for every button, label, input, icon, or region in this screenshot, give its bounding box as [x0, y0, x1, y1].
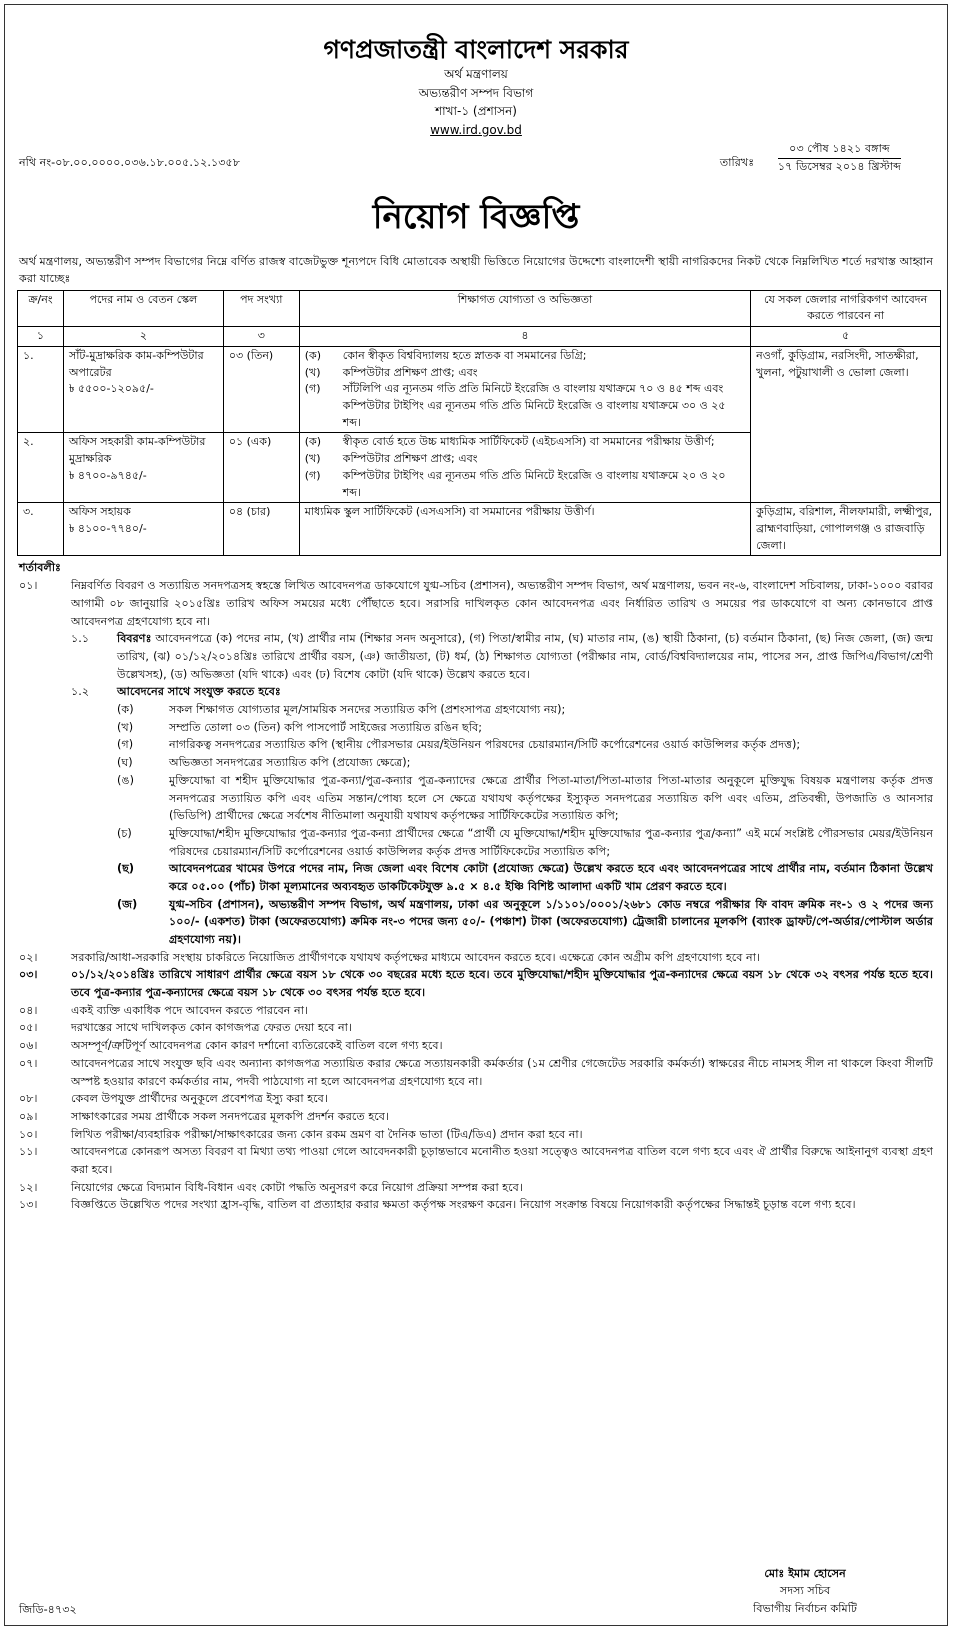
condition-number: ০২।	[19, 950, 38, 964]
row-qualification	[299, 433, 750, 503]
condition-text: ০১/১২/২০১৪খ্রিঃ তারিখে সাধারণ প্রার্থীর ক্ষেত্রে বয়স ১৮ থেকে ৩০ বছরের মধ্যে হতে হবে। তবে মুক্তিযোদ্ধা/শহীদ মুক্তিযোদ্ধার পুত্র-কন্যাদের ক্ষেত্রে বয়স ১৮ থেকে ৩২ বৎসর পর্যন্ত হতে হবে। তবে পুত্র-কন্যার পুত্র-কন্যাদের ক্ষেত্রে বয়স ১৮ থেকে ৩০ বৎসর পর্যন্ত হতে হবে।	[71, 968, 933, 1000]
item-mark: (খ)	[304, 452, 321, 466]
item-mark: (চ)	[117, 826, 132, 840]
condition-number: ০৪।	[19, 1003, 38, 1017]
row-count: ০৩ (তিন)	[223, 346, 299, 433]
item-text: মুক্তিযোদ্ধা/শহীদ মুক্তিযোদ্ধার পুত্র-কন্যার পুত্র-কন্যা প্রার্থীদের ক্ষেত্রে “প্রার্থী যে মুক্তিযোদ্ধা/শহীদ মুক্তিযোদ্ধার পুত্র-কন্যার পুত্র/কন্যা” এই মর্মে সংশ্লিষ্ট পৌরসভার মেয়র/ইউনিয়ন পরিষদের চেয়ারম্যান/সিটি কর্পোরেশনের ওয়ার্ড কাউন্সিলর কর্তৃক প্রদত্ত সার্টিফিকেটের সত্যায়িত কপি;	[169, 826, 933, 858]
item-mark: (গ)	[304, 468, 321, 482]
item-text: স্বীকৃত বোর্ড হতে উচ্চ মাধ্যমিক সার্টিফিকেট (এইচএসসি) বা সমমানের পরীক্ষায় উত্তীর্ণ;	[342, 435, 715, 449]
condition-number: ০৭।	[19, 1056, 38, 1070]
col-header-sl: ক্র/নং	[18, 290, 64, 326]
qualification-item	[305, 348, 745, 365]
item-mark: (ক)	[117, 703, 134, 717]
item-mark: (ছ)	[117, 862, 135, 876]
posts-table	[17, 290, 941, 557]
condition-number: ০১।	[19, 579, 38, 593]
col-number: ৫	[751, 327, 941, 347]
row-qualification: মাধ্যমিক স্কুল সার্টিফিকেট (এসএসসি) বা সমমানের পরীক্ষায় উত্তীর্ণ।	[299, 503, 750, 556]
gd-number: জিডি-৪৭৩২	[19, 1603, 77, 1617]
subsection-number: ১.২	[71, 685, 90, 699]
post-name: সাঁট-মুদ্রাক্ষরিক কাম-কম্পিউটার অপারেটর	[68, 348, 204, 379]
condition-item	[19, 966, 933, 1001]
qualification-item	[305, 381, 745, 431]
row-post	[63, 346, 223, 433]
notice-page	[4, 4, 948, 1626]
date-label: তারিখঃ	[719, 155, 755, 169]
signatory-name: মোঃ ইমাম হোসেন	[764, 1566, 846, 1580]
row-qualification	[299, 346, 750, 433]
memo-number: নথি নং-০৮.০০.০০০০.০৩৬.১৮.০০৫.১২.১৩৫৮	[19, 155, 241, 169]
item-text: কোন স্বীকৃত বিশ্ববিদ্যালয় হতে স্নাতক বা সমমানের ডিগ্রি;	[342, 348, 587, 362]
pay-scale: ৳ ৪১০০-৭৭৪০/-	[68, 522, 147, 536]
condition-text: লিখিত পরীক্ষা/ব্যবহারিক পরীক্ষা/সাক্ষাৎকারের জন্য কোন রকম ভ্রমণ বা দৈনিক ভাতা (টিএ/ডিএ) প্রদান করা হবে না।	[71, 1127, 583, 1141]
division-name: অভ্যন্তরীণ সম্পদ বিভাগ	[418, 85, 534, 100]
row-post	[63, 433, 223, 503]
signature-block	[753, 1565, 857, 1617]
attachment-item	[117, 754, 933, 772]
item-text: কম্পিউটার টাইপিং এর ন্যূনতম গতি প্রতি মিনিটে ইংরেজি ও বাংলায় যথাক্রমে ২০ ও ২০ শব্দ।	[342, 468, 726, 499]
table-row	[18, 346, 941, 433]
row-districts: কুড়িগ্রাম, বরিশাল, নীলফামারী, লক্ষ্মীপুর, ব্রাহ্মণবাড়িয়া, গোপালগঞ্জ ও রাজবাড়ি জেলা।	[751, 503, 941, 556]
signatory-committee: বিভাগীয় নির্বাচন কমিটি	[753, 1601, 857, 1615]
date-bangla: ০৩ পৌষ ১৪২১ বঙ্গাব্দ	[789, 141, 890, 155]
condition-number: ০৫।	[19, 1021, 38, 1035]
item-text: অভিজ্ঞতা সনদপত্রের সত্যায়িত কপি (প্রযোজ্য ক্ষেত্রে);	[169, 756, 411, 770]
government-name: গণপ্রজাতন্ত্রী বাংলাদেশ সরকার	[323, 35, 629, 64]
notice-title: নিয়োগ বিজ্ঞপ্তি	[372, 196, 580, 237]
condition-item	[19, 1019, 933, 1037]
item-mark: (গ)	[117, 738, 134, 752]
item-mark: (গ)	[304, 382, 321, 396]
condition-text: নিম্নবর্ণিত বিবরণ ও সত্যায়িত সনদপত্রসহ স্বহস্তে লিখিত আবেদনপত্র ডাকযোগে যুগ্ম-সচিব (প্রশাসন), অভ্যন্তরীণ সম্পদ বিভাগ, অর্থ মন্ত্রণালয়, ভবন নং-৬, বাংলাদেশ সচিবালয়, ঢাকা-১০০০ বরাবর আগামী ০৮ জানুয়ারি ২০১৫খ্রিঃ তারিখ অফিস সময়ের মধ্যে পৌঁছাতে হবে। সরাসরি দাখিলকৃত কোন আবেদনপত্র এবং নির্ধারিত তারিখ ও সময়ের পর ডাকযোগে বা অন্য কোনভাবে প্রাপ্ত আবেদনপত্র গ্রহণযোগ্য হবে না।	[71, 579, 933, 628]
item-mark: (ক)	[304, 435, 322, 449]
item-text: সাঁটলিপি এর ন্যূনতম গতি প্রতি মিনিটে ইংরেজি ও বাংলায় যথাক্রমে ৭০ ও ৪৫ শব্দ এবং কম্পিউটার টাইপিং এর ন্যূনতম গতি প্রতি মিনিটে ইংরেজি ও বাংলায় যথাক্রমে ৩০ ও ২৫ শব্দ।	[342, 382, 726, 429]
table-header-row	[18, 290, 941, 326]
condition-item	[19, 577, 933, 630]
condition-item	[19, 1002, 933, 1020]
item-text: কম্পিউটার প্রশিক্ষণ প্রাপ্ত; এবং	[342, 452, 478, 466]
row-post	[63, 503, 223, 556]
condition-number: ১১।	[19, 1145, 38, 1159]
post-name: অফিস সহকারী কাম-কম্পিউটার মুদ্রাক্ষরিক	[68, 435, 206, 466]
item-mark: (ক)	[304, 348, 322, 362]
condition-number: ০৮।	[19, 1092, 38, 1106]
subsection-body	[117, 630, 933, 683]
col-number: ১	[18, 327, 64, 347]
conditions-title: শর্তাবলীঃ	[19, 561, 61, 575]
row-sl: ৩.	[18, 503, 64, 556]
subsection-text: আবেদনপত্রে (ক) পদের নাম, (খ) প্রার্থীর নাম (শিক্ষার সনদ অনুসারে), (গ) পিতা/স্বামীর নাম, (ঘ) মাতার নাম, (ঙ) স্থায়ী ঠিকানা, (চ) বর্তমান ঠিকানা, (ছ) নিজ জেলা, (জ) জন্ম তারিখ, (ঝ) ০১/১২/২০১৪খ্রিঃ তারিখে প্রার্থীর বয়স, (ঞ) জাতীয়তা, (ট) ধর্ম, (ঠ) শিক্ষাগত যোগ্যতা (পরীক্ষার নাম, বোর্ড/বিশ্ববিদ্যালয়ের নাম, পাসের সন, প্রাপ্ত জিপিএ/বিভাগ/শ্রেণী উল্লেখসহ), (ড) অভিজ্ঞতা (যদি থাকে) এবং (ঢ) বিশেষ কোটা (যদি থাকে) উল্লেখ করতে হবে।	[117, 632, 933, 681]
subsection-label: বিবরণঃ	[117, 632, 152, 646]
item-mark: (জ)	[117, 897, 138, 911]
pay-scale: ৳ ৫৫০০-১২০৯৫/-	[68, 382, 154, 396]
condition-number: ১২।	[19, 1180, 38, 1194]
condition-text: অসম্পূর্ণ/ত্রুটিপূর্ণ আবেদনপত্র কোন কারণ দর্শানো ব্যতিরেকেই বাতিল বলে গণ্য হবে।	[71, 1039, 443, 1053]
row-count: ০১ (এক)	[223, 433, 299, 503]
item-mark: (খ)	[117, 720, 134, 734]
letterhead	[5, 35, 947, 139]
attachment-item	[117, 772, 933, 825]
condition-text: সরকারি/আধা-সরকারি সংস্থায় চাকরিতে নিয়োজিত প্রার্থীগণকে যথাযথ কর্তৃপক্ষের মাধ্যমে আবেদন করতে হবে। এক্ষেত্রে কোন অগ্রীম কপি গ্রহণযোগ্য হবে না।	[71, 950, 760, 964]
table-number-row	[18, 327, 941, 347]
qualification-item	[305, 434, 745, 451]
date-block	[719, 141, 901, 176]
intro-paragraph: অর্থ মন্ত্রণালয়, অভ্যন্তরীণ সম্পদ বিভাগের নিম্নে বর্ণিত রাজস্ব বাজেটভুক্ত শূন্যপদে বিধি মোতাবেক অস্থায়ী ভিত্তিতে নিয়োগের উদ্দেশ্যে বাংলাদেশী স্থায়ী নাগরিকদের নিকট থেকে নিম্নলিখিত শর্তে দরখাস্ত আহ্বান করা যাচ্ছেঃ	[19, 254, 933, 286]
row-districts: নওগাঁ, কুড়িগ্রাম, নরসিংদী, সাতক্ষীরা, খুলনা, পটুয়াখালী ও ভোলা জেলা।	[751, 346, 941, 502]
condition-item	[19, 1090, 933, 1108]
col-header-districts: যে সকল জেলার নাগরিকগণ আবেদন করতে পারবেন না	[751, 290, 941, 326]
signatory-designation: সদস্য সচিব	[779, 1584, 831, 1598]
row-sl: ১.	[18, 346, 64, 433]
condition-item	[19, 1126, 933, 1144]
item-mark: (খ)	[304, 365, 321, 379]
col-number: ৩	[223, 327, 299, 347]
condition-text: আবেদনপত্রে কোনরূপ অসত্য বিবরণ বা মিথ্যা তথ্য পাওয়া গেলে আবেদনকারী চূড়ান্তভাবে মনোনীত হওয়া সত্ত্বেও আবেদনপত্র বাতিল বলে গণ্য হবে এবং ঐ প্রার্থীর বিরুদ্ধে আইনানুগ ব্যবস্থা গ্রহণ করা হবে।	[71, 1145, 933, 1176]
condition-number: ০৩।	[19, 968, 38, 982]
condition-item	[19, 1143, 933, 1178]
item-text: যুগ্ম-সচিব (প্রশাসন), অভ্যন্তরীণ সম্পদ বিভাগ, অর্থ মন্ত্রণালয়, ঢাকা এর অনুকূলে ১/১১০১/০০০১/২৬৮১ কোড নম্বরে পরীক্ষার ফি বাবদ ক্রমিক নং-১ ও ২ পদের জন্য ১০০/- (একশত) টাকা (অফেরতযোগ্য) ক্রমিক নং-৩ পদের জন্য ৫০/- (পঞ্চাশ) টাকা (অফেরতযোগ্য) ট্রেজারী চালানের মূলকপি (ব্যাংক ড্রাফট/পে-অর্ডার/পোস্টাল অর্ডার গ্রহণযোগ্য নয়)।	[169, 897, 933, 947]
attachment-item	[117, 736, 933, 754]
condition-number: ১০।	[19, 1127, 38, 1141]
row-sl: ২.	[18, 433, 64, 503]
condition-item	[19, 1055, 933, 1090]
subsection-attachments	[71, 683, 933, 701]
post-name: অফিস সহায়ক	[68, 505, 131, 519]
attachment-item	[117, 860, 933, 895]
condition-text: সাক্ষাৎকারের সময় প্রার্থীকে সকল সনদপত্রের মূলকপি প্রদর্শন করতে হবে।	[71, 1109, 389, 1123]
subsection-number: ১.১	[71, 632, 90, 646]
condition-text: একই ব্যক্তি একাধিক পদে আবেদন করতে পারবেন না।	[71, 1003, 308, 1017]
condition-number: ০৬।	[19, 1039, 38, 1053]
condition-text: দরখাস্তের সাথে দাখিলকৃত কোন কাগজপত্র ফেরত দেয়া হবে না।	[71, 1021, 352, 1035]
reference-row	[5, 141, 947, 185]
item-text: মুক্তিযোদ্ধা বা শহীদ মুক্তিযোদ্ধার পুত্র-কন্যা/পুত্র-কন্যার পুত্র-কন্যাদের ক্ষেত্রে প্রার্থীর পিতা-মাতা/পিতা-মাতার পিতা-মাতার অনুকূলে মুক্তিযুদ্ধ বিষয়ক মন্ত্রণালয় কর্তৃক প্রদত্ত সনদপত্রের সত্যায়িত কপি এবং এতিম সন্তান/পোষ্য হলে সে ক্ষেত্রে যথাযথ কর্তৃপক্ষের ইস্যুকৃত সনদপত্রের সত্যায়িত কপি এবং এতিম, প্রতিবন্ধী, উপজাতি ও আনসার (ভিডিপি) প্রার্থীদের ক্ষেত্রে সর্বশেষ নীতিমালা অনুযায়ী যথাযথ কর্তৃপক্ষের সার্টিফিকেটের সত্যায়িত কপি;	[169, 773, 933, 823]
condition-text: বিজ্ঞপ্তিতে উল্লেখিত পদের সংখ্যা হ্রাস-বৃদ্ধি, বাতিল বা প্রত্যাহার করার ক্ষমতা কর্তৃপক্ষ সংরক্ষণ করেন। নিয়োগ সংক্রান্ত বিষয়ে নিয়োগকারী কর্তৃপক্ষের সিদ্ধান্তই চূড়ান্ত বলে গণ্য হবে।	[71, 1198, 856, 1212]
qualification-item	[305, 451, 745, 468]
pay-scale: ৳ ৪৭০০-৯৭৪৫/-	[68, 468, 147, 482]
attachment-item	[117, 719, 933, 737]
item-text: কম্পিউটার প্রশিক্ষণ প্রাপ্ত; এবং	[342, 365, 478, 379]
table-row	[18, 503, 941, 556]
condition-text: নিয়োগের ক্ষেত্রে বিদ্যমান বিধি-বিধান এবং কোটা পদ্ধতি অনুসরণ করে নিয়োগ প্রক্রিয়া সম্পন্ন করা হবে।	[71, 1180, 523, 1194]
qualification-item	[305, 468, 745, 501]
condition-text: কেবল উপযুক্ত প্রার্থীদের অনুকূলে প্রবেশপত্র ইস্যু করা হবে।	[71, 1092, 328, 1106]
condition-number: ০৯।	[19, 1109, 38, 1123]
item-text: সকল শিক্ষাগত যোগ্যতার মূল/সাময়িক সনদের সত্যায়িত কপি (প্রশংসাপত্র গ্রহণযোগ্য নয়);	[169, 703, 566, 717]
subsection-details	[71, 630, 933, 683]
col-number: ২	[63, 327, 223, 347]
branch-name: শাখা-১ (প্রশাসন)	[435, 104, 517, 119]
attachment-item	[117, 701, 933, 719]
item-text: আবেদনপত্রের খামের উপরে পদের নাম, নিজ জেলা এবং বিশেষ কোটা (প্রযোজ্য ক্ষেত্রে) উল্লেখ করতে হবে এবং আবেদনপত্রের সাথে প্রার্থীর নাম, বর্তমান ঠিকানা উল্লেখ করে ০৫.০০ (পাঁচ) টাকা মূল্যমানের অব্যবহৃত ডাকটিকেটযুক্ত ৯.৫ × ৪.৫ ইঞ্চি বিশিষ্ট আলাদা একটি খাম প্রেরণ করতে হবে।	[169, 862, 933, 893]
condition-text: আবেদনপত্রের সাথে সংযুক্ত ছবি এবং অন্যান্য কাগজপত্র সত্যায়িত করার ক্ষেত্রে সত্যায়নকারী কর্মকর্তার (১ম শ্রেণীর গেজেটেড সরকারি কর্মকর্তা) স্বাক্ষরের নীচে নামসহ সীল না থাকলে কিংবা সীলটি অস্পষ্ট হওয়ার কারণে কর্মকর্তার নাম, পদবী পাঠযোগ্য না হলে আবেদনপত্র গ্রহণযোগ্য হবে না।	[71, 1056, 933, 1088]
condition-item	[19, 1179, 933, 1197]
item-text: নাগরিকত্ব সনদপত্রের সত্যায়িত কপি (স্থানীয় পৌরসভার মেয়র/ইউনিয়ন পরিষদের চেয়ারম্যান/সিটি কর্পোরেশনের ওয়ার্ড কাউন্সিলর কর্তৃক প্রদত্ত);	[169, 738, 801, 752]
item-text: সম্প্রতি তোলা ০৩ (তিন) কপি পাসপোর্ট সাইজের সত্যায়িত রঙিন ছবি;	[169, 720, 483, 734]
col-header-qualification: শিক্ষাগত যোগ্যতা ও অভিজ্ঞতা	[299, 290, 750, 326]
qualification-item	[305, 365, 745, 382]
attachment-item	[117, 896, 933, 949]
condition-item	[19, 1037, 933, 1055]
col-header-post: পদের নাম ও বেতন স্কেল	[63, 290, 223, 326]
ministry-name: অর্থ মন্ত্রণালয়	[444, 67, 508, 81]
date-english: ১৭ ডিসেম্বর ২০১৪ খ্রিস্টাব্দ	[778, 158, 901, 176]
condition-item	[19, 949, 933, 967]
website-link[interactable]: www.ird.gov.bd	[430, 122, 522, 137]
subsection-label: আবেদনের সাথে সংযুক্ত করতে হবেঃ	[117, 685, 281, 699]
condition-number: ১৩।	[19, 1198, 38, 1212]
condition-item	[19, 1108, 933, 1126]
col-number: ৪	[299, 327, 750, 347]
attachment-item	[117, 825, 933, 860]
row-count: ০৪ (চার)	[223, 503, 299, 556]
col-header-count: পদ সংখ্যা	[223, 290, 299, 326]
item-mark: (ঙ)	[117, 773, 134, 787]
item-mark: (ঘ)	[117, 756, 133, 770]
condition-item	[19, 1196, 933, 1214]
